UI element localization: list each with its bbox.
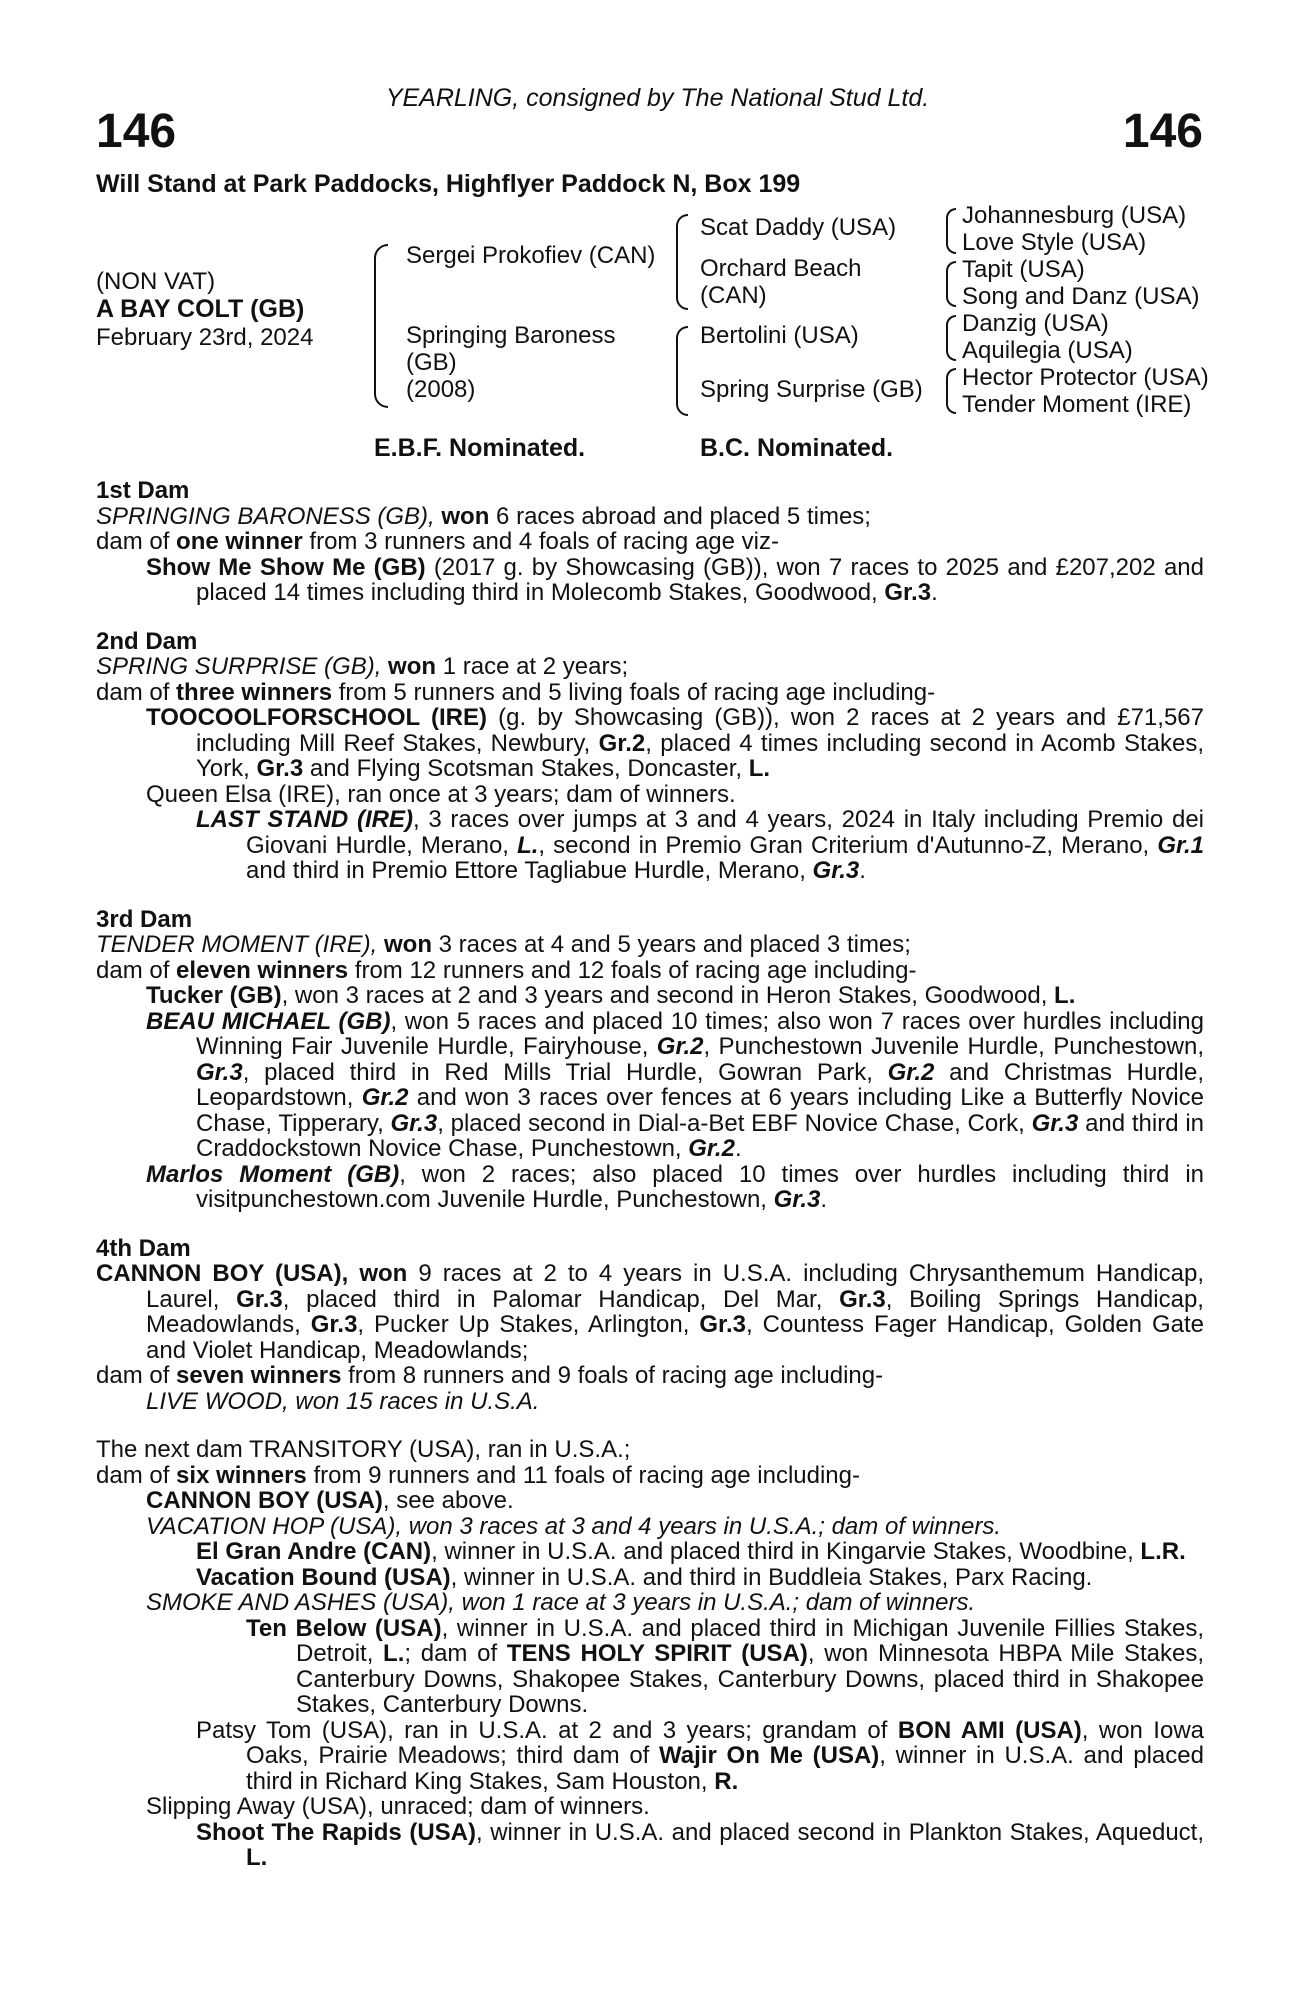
sdd: Song and Danz (USA) (962, 283, 1200, 310)
produce-summary (96, 958, 1204, 984)
text: , placed third in Red Mills Trial Hurdle, Gowran Park, (242, 1058, 888, 1086)
text: and third in Craddockstown Novice Chase, Punchestown, (196, 1109, 1204, 1162)
dam-line3: (2008) (406, 376, 476, 403)
text: 1 race at 2 years; (436, 653, 629, 680)
produce-name: CANNON BOY (USA) (146, 1487, 383, 1514)
dds: Hector Protector (USA) (962, 364, 1209, 391)
ebf-nominated: E.B.F. Nominated. (374, 434, 586, 462)
grade: Gr.3 (884, 579, 932, 606)
text: , won Minnesota HBPA Mile Stakes, Canterbury Downs, Shakopee Stakes, Canterbury Downs, placed third in Shakopee Stakes, Canterbury Downs. (296, 1640, 1205, 1718)
grade: L. (1054, 982, 1076, 1009)
won-label: won (388, 653, 437, 680)
produce-name: Show Me Show Me (GB) (146, 553, 426, 581)
dam-name: TENDER MOMENT (IRE), (96, 931, 384, 958)
produce-name: Marlos Moment (GB) (146, 1160, 400, 1188)
text: , placed 4 times including second in Acomb Stakes, York, (196, 729, 1204, 782)
text: , won 5 races and placed 10 times; also won 7 races over hurdles including Winning Fair Juvenile Hurdle, Fairyhouse, (196, 1007, 1204, 1060)
dam-line1: Springing Baroness (406, 322, 616, 349)
text: , Pucker Up Stakes, Arlington, (357, 1311, 700, 1338)
produce-entry (96, 555, 1204, 606)
brace-ss (946, 208, 956, 254)
produce-entry: VACATION HOP (USA), won 3 races at 3 and 4 years in U.S.A.; dam of winners. (146, 1512, 1001, 1540)
grade: Gr.3 (256, 755, 304, 782)
grade: L. (383, 1640, 405, 1667)
fourth-dam-line (96, 1261, 1204, 1363)
produce-entry (96, 983, 1204, 1009)
produce-entry (96, 705, 1204, 782)
text: , second in Premio Gran Criterium d'Autunno-Z, Merano, (538, 831, 1158, 859)
horse-vat: (NON VAT) (96, 268, 216, 295)
first-dam-section (96, 478, 1204, 606)
text: Patsy Tom (USA), ran in U.S.A. at 2 and 3 years; grandam of (196, 1716, 898, 1744)
text: Queen Elsa (IRE), ran once at 3 years; dam of winners. (146, 780, 736, 808)
brace-sire (676, 214, 688, 310)
brace-dam (676, 326, 688, 416)
text: , winner in U.S.A. and placed third in Richard King Stakes, Sam Houston, (246, 1742, 1204, 1795)
consignor-line: YEARLING, consigned by The National Stud Ltd. (385, 84, 930, 112)
produce-entry (96, 1718, 1204, 1795)
produce-name: TOOCOOLFORSCHOOL (IRE) (146, 704, 487, 731)
dam-sire: Bertolini (USA) (700, 322, 859, 349)
bc-nominated: B.C. Nominated. (700, 434, 894, 462)
produce-entry: LIVE WOOD, won 15 races in U.S.A. (146, 1387, 540, 1415)
next-dam-section (96, 1437, 1204, 1871)
text: from 12 runners and 12 foals of racing age including- (348, 956, 917, 984)
produce-name: Vacation Bound (USA) (196, 1563, 451, 1591)
ddd: Tender Moment (IRE) (962, 391, 1192, 418)
horse-name: A BAY COLT (GB) (96, 295, 305, 323)
third-dam-line (96, 932, 1204, 958)
text: from 3 runners and 4 foals of racing age viz- (302, 528, 779, 555)
brace-dd (946, 368, 956, 414)
produce-entry (96, 782, 1204, 808)
produce-entry (96, 1616, 1204, 1718)
text: from 8 runners and 9 foals of racing age including- (341, 1362, 884, 1389)
grade: Gr.2 (887, 1058, 935, 1086)
text: and Christmas Hurdle, Leopardstown, (196, 1058, 1204, 1111)
produce-entry (96, 807, 1204, 884)
text: from 9 runners and 11 foals of racing age including- (306, 1461, 860, 1489)
third-dam-heading: 3rd Dam (96, 905, 193, 933)
text: (g. by Showcasing (GB)), won 2 races at 2 years and £71,567 including Mill Reef Stakes, Newbury, (196, 704, 1204, 757)
second-dam-line (96, 654, 1204, 680)
stand-location: Will Stand at Park Paddocks, Highflyer Paddock N, Box 199 (96, 170, 801, 198)
text: , 3 races over jumps at 3 and 4 years, 2024 in Italy including Premio dei Giovani Hurdle, Merano, (246, 806, 1205, 859)
text: dam of (96, 1362, 177, 1389)
brace-sd (946, 261, 956, 307)
sire: Sergei Prokofiev (CAN) (406, 242, 656, 269)
sire-dam-line1: Orchard Beach (700, 255, 862, 282)
text: ; dam of (404, 1640, 507, 1667)
sire-sire: Scat Daddy (USA) (700, 214, 897, 241)
produce-name: Wajir On Me (USA) (659, 1742, 880, 1769)
lot-number-left: 146 (96, 105, 177, 158)
produce-name: TENS HOLY SPIRIT (USA) (506, 1640, 808, 1667)
grade: Gr.3 (839, 1285, 886, 1313)
third-dam-section (96, 907, 1204, 1213)
produce-summary (96, 1363, 1204, 1389)
produce-entry (96, 1539, 1204, 1565)
produce-name: BON AMI (USA) (897, 1716, 1082, 1744)
catalogue-body (96, 478, 1204, 1871)
grade: L.R. (1140, 1538, 1186, 1565)
text: dam of (96, 956, 177, 984)
produce-name: Tucker (GB) (146, 982, 282, 1009)
grade: Gr.2 (361, 1084, 409, 1111)
text: dam of (96, 528, 177, 555)
grade: Gr.3 (236, 1285, 283, 1313)
text: and Flying Scotsman Stakes, Doncaster, (303, 755, 749, 782)
grade: Gr.1 (1157, 831, 1205, 859)
won-label: won (441, 502, 490, 530)
winners-count: seven winners (176, 1362, 342, 1389)
grade: Gr.3 (310, 1311, 358, 1338)
ssd: Love Style (USA) (962, 229, 1147, 256)
produce-summary (96, 1463, 1204, 1489)
text: , winner in U.S.A. and third in Buddleia Stakes, Parx Racing. (450, 1563, 1093, 1591)
grade: Gr.3 (773, 1186, 821, 1213)
dss: Danzig (USA) (962, 310, 1109, 337)
brace-gen1 (374, 244, 388, 408)
text: , Punchestown Juvenile Hurdle, Punchestown, (703, 1033, 1204, 1060)
grade: L. (748, 755, 771, 782)
next-dam-line: The next dam TRANSITORY (USA), ran in U.S.A.; (96, 1436, 631, 1463)
fourth-dam-section (96, 1236, 1204, 1415)
text: 6 races abroad and placed 5 times; (489, 502, 871, 530)
sds: Tapit (USA) (962, 256, 1085, 283)
dsd: Aquilegia (USA) (962, 337, 1133, 364)
dam-name: SPRING SURPRISE (GB), (96, 653, 389, 680)
grade: Gr.2 (598, 729, 646, 757)
brace-ds (946, 315, 956, 361)
text: , won Iowa Oaks, Prairie Meadows; third dam of (246, 1716, 1204, 1769)
horse-foaled: February 23rd, 2024 (96, 324, 314, 351)
text: 9 races at 2 to 4 years in U.S.A. including Chrysanthemum Handicap, Laurel, (146, 1260, 1204, 1313)
text: , placed second in Dial-a-Bet EBF Novice Chase, Cork, (437, 1109, 1032, 1137)
grade: L. (517, 831, 539, 859)
grade: Gr.2 (656, 1033, 704, 1060)
dam-dam: Spring Surprise (GB) (700, 376, 923, 403)
dam-line2: (GB) (406, 349, 457, 376)
text: , Boiling Springs Handicap, Meadowlands, (146, 1285, 1204, 1338)
second-dam-section (96, 629, 1204, 884)
text: dam of (96, 1461, 177, 1489)
lot-number-right: 146 (1122, 105, 1203, 158)
produce-entry (96, 1009, 1204, 1162)
grade: Gr.3 (699, 1311, 747, 1338)
text: , placed third in Palomar Handicap, Del Mar, (282, 1285, 840, 1313)
produce-entry: Slipping Away (USA), unraced; dam of winners. (146, 1793, 650, 1820)
winners-count: one winner (176, 528, 303, 555)
grade: Gr.2 (688, 1135, 735, 1162)
text: . (859, 857, 866, 884)
fourth-dam-heading: 4th Dam (96, 1234, 191, 1262)
winners-count: six winners (176, 1461, 307, 1489)
text: , winner in U.S.A. and placed second in Plankton Stakes, Aqueduct, (476, 1818, 1205, 1846)
dam-name: CANNON BOY (USA), (96, 1260, 360, 1287)
text: and third in Premio Ettore Tagliabue Hurdle, Merano, (246, 857, 813, 884)
produce-entry: SMOKE AND ASHES (USA), won 1 race at 3 years in U.S.A.; dam of winners. (146, 1589, 976, 1616)
second-dam-heading: 2nd Dam (96, 627, 198, 655)
produce-name: Shoot The Rapids (USA) (196, 1818, 476, 1846)
won-label: won (359, 1260, 408, 1287)
grade: L. (246, 1844, 268, 1871)
text: (2017 g. by Showcasing (GB)), won 7 races to 2025 and £207,202 and placed 14 times including third in Molecomb Stakes, Goodwood, (196, 553, 1205, 606)
winners-count: three winners (176, 678, 333, 706)
sire-dam-line2: (CAN) (700, 282, 767, 309)
produce-name: Ten Below (USA) (246, 1614, 442, 1642)
grade: Gr.3 (812, 857, 860, 884)
grade: Gr.3 (390, 1109, 438, 1137)
won-label: won (384, 931, 432, 958)
text: from 5 runners and 5 living foals of racing age including- (332, 678, 936, 706)
text: , won 2 races; also placed 10 times over hurdles including third in visitpunchestown.com Juvenile Hurdle, Punchestown, (196, 1160, 1204, 1213)
produce-name: LAST STAND (IRE) (196, 806, 413, 833)
first-dam-line (96, 504, 1204, 530)
text: , Countess Fager Handicap, Golden Gate and Violet Handicap, Meadowlands; (146, 1311, 1204, 1364)
produce-summary (96, 529, 1204, 555)
produce-entry (96, 1565, 1204, 1591)
text: . (820, 1186, 828, 1213)
dam-name: SPRINGING BARONESS (GB), (96, 502, 442, 530)
text: . (931, 579, 938, 606)
text: . (734, 1135, 742, 1162)
produce-entry (96, 1820, 1204, 1871)
text: , winner in U.S.A. and placed third in Kingarvie Stakes, Woodbine, (431, 1538, 1141, 1565)
grade: R. (714, 1767, 739, 1795)
produce-entry (96, 1488, 1204, 1514)
text: , won 3 races at 2 and 3 years and second in Heron Stakes, Goodwood, (281, 982, 1055, 1009)
produce-summary (96, 680, 1204, 706)
text: , winner in U.S.A. and placed third in Michigan Juvenile Fillies Stakes, Detroit, (296, 1614, 1204, 1667)
text: 3 races at 4 and 5 years and placed 3 times; (432, 931, 911, 958)
first-dam-heading: 1st Dam (96, 477, 190, 504)
produce-entry (96, 1162, 1204, 1213)
text: , see above. (382, 1487, 514, 1514)
grade: Gr.3 (196, 1058, 243, 1086)
sss: Johannesburg (USA) (962, 202, 1187, 229)
text: and won 3 races over fences at 6 years including Like a Butterfly Novice Chase, Tipperary, (196, 1084, 1205, 1137)
winners-count: eleven winners (176, 956, 349, 984)
produce-name: El Gran Andre (CAN) (196, 1538, 432, 1565)
grade: Gr.3 (1031, 1109, 1079, 1137)
produce-name: BEAU MICHAEL (GB) (146, 1007, 391, 1035)
text: dam of (96, 678, 177, 706)
